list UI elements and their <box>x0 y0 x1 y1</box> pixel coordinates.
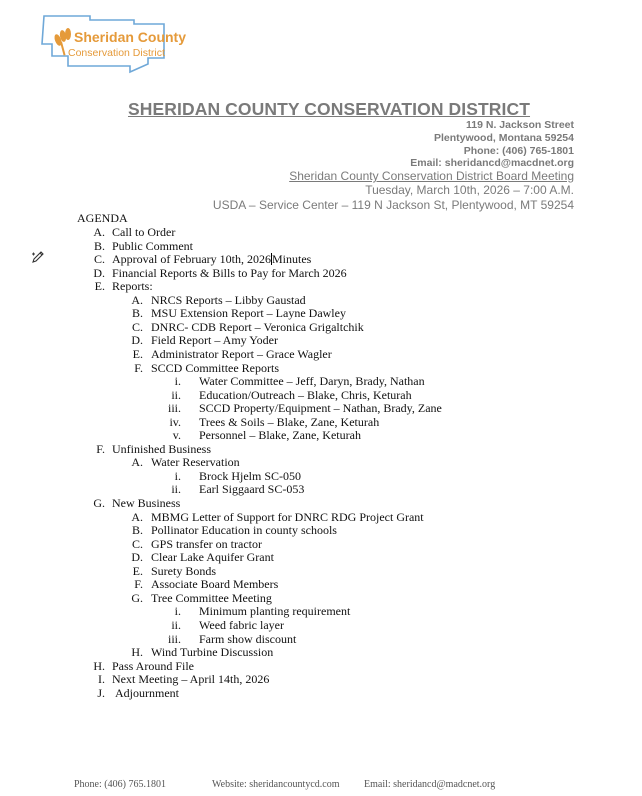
agenda-marker: E. <box>94 279 105 294</box>
agenda-marker: A. <box>93 225 105 239</box>
agenda-item: Call to Order <box>112 225 176 239</box>
agenda-item: MSU Extension Report – Layne Dawley <box>151 306 346 321</box>
agenda-item: Pollinator Education in county schools <box>151 523 337 538</box>
agenda-item: Associate Board Members <box>151 577 279 592</box>
agenda-item: Education/Outreach – Blake, Chris, Keturah <box>199 387 412 402</box>
agenda-item: Water Reservation <box>151 455 240 470</box>
agenda-marker: C. <box>93 252 105 267</box>
agenda-item: DNRC- CDB Report – Veronica Grigaltchik <box>151 319 364 334</box>
agenda-item: Administrator Report – Grace Wagler <box>151 346 332 361</box>
agenda-item: Unfinished Business <box>112 441 211 456</box>
org-title: SHERIDAN COUNTY CONSERVATION DISTRICT <box>128 99 531 119</box>
meeting-title: Sheridan County Conservation District Board Meeting <box>289 169 574 183</box>
address-phone: Phone: (406) 765-1801 <box>463 145 574 157</box>
agenda-marker: B. <box>131 523 143 538</box>
agenda-item: Brock Hjelm SC-050 <box>199 468 301 483</box>
footer-phone: Phone: (406) 765.1801 <box>74 779 166 790</box>
agenda-marker: iii. <box>167 631 181 646</box>
agenda-marker: E. <box>132 563 143 578</box>
district-logo <box>38 14 187 76</box>
agenda-item: Tree Committee Meeting <box>151 590 272 605</box>
meeting-location: USDA – Service Center – 119 N Jackson St, Plentywood, MT 59254 <box>212 198 574 212</box>
agenda-heading: AGENDA <box>77 211 128 225</box>
agenda-item: Reports: <box>112 279 153 294</box>
agenda-item: Minimum planting requirement <box>199 604 351 619</box>
logo-line1: Sheridan County <box>74 29 187 45</box>
agenda-marker: C. <box>131 536 143 551</box>
agenda-marker: ii. <box>171 617 181 632</box>
pen-edit-icon <box>30 249 46 265</box>
agenda-item: Field Report – Amy Yoder <box>151 333 279 348</box>
agenda-item: Adjournment <box>115 685 179 700</box>
agenda-item: New Business <box>112 496 181 510</box>
agenda-item: Surety Bonds <box>151 563 217 578</box>
agenda-marker: iii. <box>167 401 181 416</box>
address-street: 119 N. Jackson Street <box>466 119 574 131</box>
agenda-marker: v. <box>172 428 181 443</box>
agenda-marker: i. <box>174 468 181 483</box>
agenda-item: Water Committee – Jeff, Daryn, Brady, Nathan <box>199 374 425 389</box>
agenda-marker: iv. <box>169 414 181 429</box>
agenda-marker: D. <box>131 550 143 565</box>
agenda-marker: i. <box>174 604 181 619</box>
agenda-marker: I. <box>98 672 105 687</box>
address-city: Plentywood, Montana 59254 <box>433 132 574 144</box>
agenda-marker: ii. <box>171 482 181 497</box>
agenda-item: NRCS Reports – Libby Gaustad <box>151 292 306 307</box>
meeting-date: Tuesday, March 10th, 2026 – 7:00 A.M. <box>365 183 574 197</box>
agenda-marker: J. <box>97 685 105 700</box>
agenda-marker: F. <box>134 577 143 592</box>
address-email: Email: sheridancd@macdnet.org <box>410 157 574 169</box>
agenda-marker: ii. <box>171 387 181 402</box>
agenda-item: MBMG Letter of Support for DNRC RDG Project Grant <box>151 509 424 524</box>
agenda-marker: F. <box>96 441 105 456</box>
agenda-item: Public Comment <box>112 238 193 253</box>
agenda-marker: H. <box>131 645 143 660</box>
agenda-item: Trees & Soils – Blake, Zane, Keturah <box>199 414 380 429</box>
agenda-item-text-part1: Approval of February 10th, 2026 <box>112 252 271 267</box>
agenda-marker: A. <box>131 455 143 470</box>
agenda-marker: D. <box>131 333 143 348</box>
agenda-marker: B. <box>93 238 105 253</box>
agenda-marker: E. <box>132 346 143 361</box>
agenda-item: GPS transfer on tractor <box>151 536 262 551</box>
agenda-marker: B. <box>131 306 143 321</box>
agenda-item: Financial Reports & Bills to Pay for March 2026 <box>112 265 347 280</box>
agenda-marker: A. <box>131 292 143 307</box>
agenda-item: Weed fabric layer <box>199 617 284 632</box>
footer-email: Email: sheridancd@madcnet.org <box>364 779 496 790</box>
agenda-item: Earl Siggaard SC-053 <box>199 482 305 497</box>
agenda-marker: i. <box>174 374 181 389</box>
agenda-item-text-part2: Minutes <box>271 252 312 267</box>
agenda-marker: D. <box>93 265 105 280</box>
agenda-item: Next Meeting – April 14th, 2026 <box>112 672 270 687</box>
agenda-marker: H. <box>93 658 105 673</box>
agenda-item: Clear Lake Aquifer Grant <box>151 550 274 565</box>
agenda-marker: C. <box>131 319 143 334</box>
agenda-item: Farm show discount <box>199 631 297 646</box>
agenda-marker: G. <box>131 590 143 605</box>
agenda-item: SCCD Property/Equipment – Nathan, Brady, Zane <box>199 401 442 416</box>
agenda-marker: F. <box>134 360 143 375</box>
agenda-item: Pass Around File <box>112 658 195 673</box>
agenda-item: Personnel – Blake, Zane, Keturah <box>199 428 361 443</box>
agenda-item: Wind Turbine Discussion <box>151 645 274 660</box>
agenda-marker: G. <box>93 496 105 510</box>
footer-website: Website: sheridancountycd.com <box>212 779 340 790</box>
agenda-marker: A. <box>131 509 143 524</box>
agenda-item: SCCD Committee Reports <box>151 360 280 375</box>
logo-line2: Conservation District <box>68 47 165 59</box>
